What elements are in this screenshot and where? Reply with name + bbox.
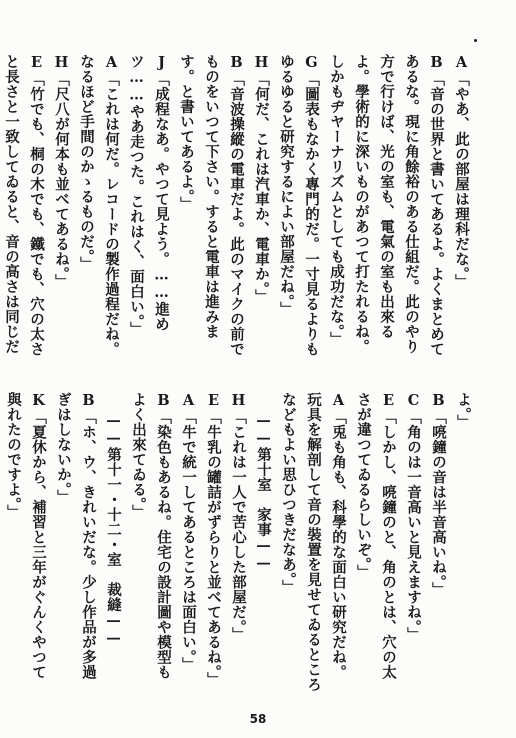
dialogue-line: E「しかし、喨鐘のと、角のとは、穴の太さが違つてゐるらしいぞ。」: [355, 392, 397, 680]
page-number: 58: [249, 712, 267, 726]
dialogue-line: H「尺八が何本も並べてあるね。」: [53, 54, 70, 290]
dialogue-line: B「音の世界と書いてあるよ。よくまとめてあるな。現に角餘裕のある仕組だ。此のやり方で行けば、光の室も、電氣の室も出來るよ。學術的に深いものがあつて打たれるね。しかもヂヤーナリズムとしても成功だな。」: [328, 54, 445, 357]
dialogue-line: G「圖表もなかく專門的だ。一寸見るよりもゆるゆると研究するによい部屋だね。」: [278, 54, 320, 357]
dialogue-line: A「やあ、此の部屋は理科だな。」: [453, 54, 470, 290]
dialogue-line: よ。」: [455, 392, 472, 430]
dialogue-line: E「竹でも、桐の木でも、鐵でも、穴の太さと長さと一致してゐると、音の高さは同じだ: [3, 54, 45, 357]
dialogue-line: J「成程なあ。やつて見よう。……進めツ……やあ走つた。これはく、面白い。」: [128, 54, 170, 337]
dialogue-line: B「喨鐘の音は半音高いね。」: [430, 392, 447, 598]
dialogue-line: H「これは一人で苦心した部屋だ。」: [230, 392, 247, 643]
section-heading-room10: ——第十室 家事——: [255, 412, 272, 572]
dialogue-line: K「夏休から、補習と三年がぐんくやつて與れたのですよ。」: [5, 392, 47, 680]
dialogue-line: A「兎も角も、科學的な面白い研究だね。玩具を解剖して音の裝置を見せてゐるところなどもよい思ひつきだなあ。」: [280, 392, 347, 692]
corner-mark: [474, 39, 477, 42]
dialogue-line: A「これは何だ。レコードの製作過程だね。なるほど手間のかゝるものだ。」: [78, 54, 120, 357]
dialogue-line: A「牛で統一してあるところは面白い。」: [180, 392, 197, 673]
upper-text-block: [0, 54, 474, 364]
dialogue-line: H「何だ、これは汽車か、電車か。」: [253, 54, 270, 305]
dialogue-line: E「牛乳の罐詰がずらりと並べてあるね。」: [205, 392, 222, 688]
section-heading-room11: ——第十一・十二・室 裁縫——: [105, 412, 122, 647]
dialogue-line: C「角のは一音高いと見えますね。」: [405, 392, 422, 643]
dialogue-line: B「染色もあるね。住宅の設計圖や模型もよく出來てゐる。」: [130, 392, 172, 680]
lower-text-block: [1, 392, 476, 692]
dialogue-line: B「音波操縱の電車だよ。此のマイクの前でものをいつて下さい。すると電車は進みます。と書いてあるよ。」: [178, 54, 245, 357]
dialogue-line: B「ホ、ウ、きれいだな。少し作品が多過ぎはしないか。」: [55, 392, 97, 680]
